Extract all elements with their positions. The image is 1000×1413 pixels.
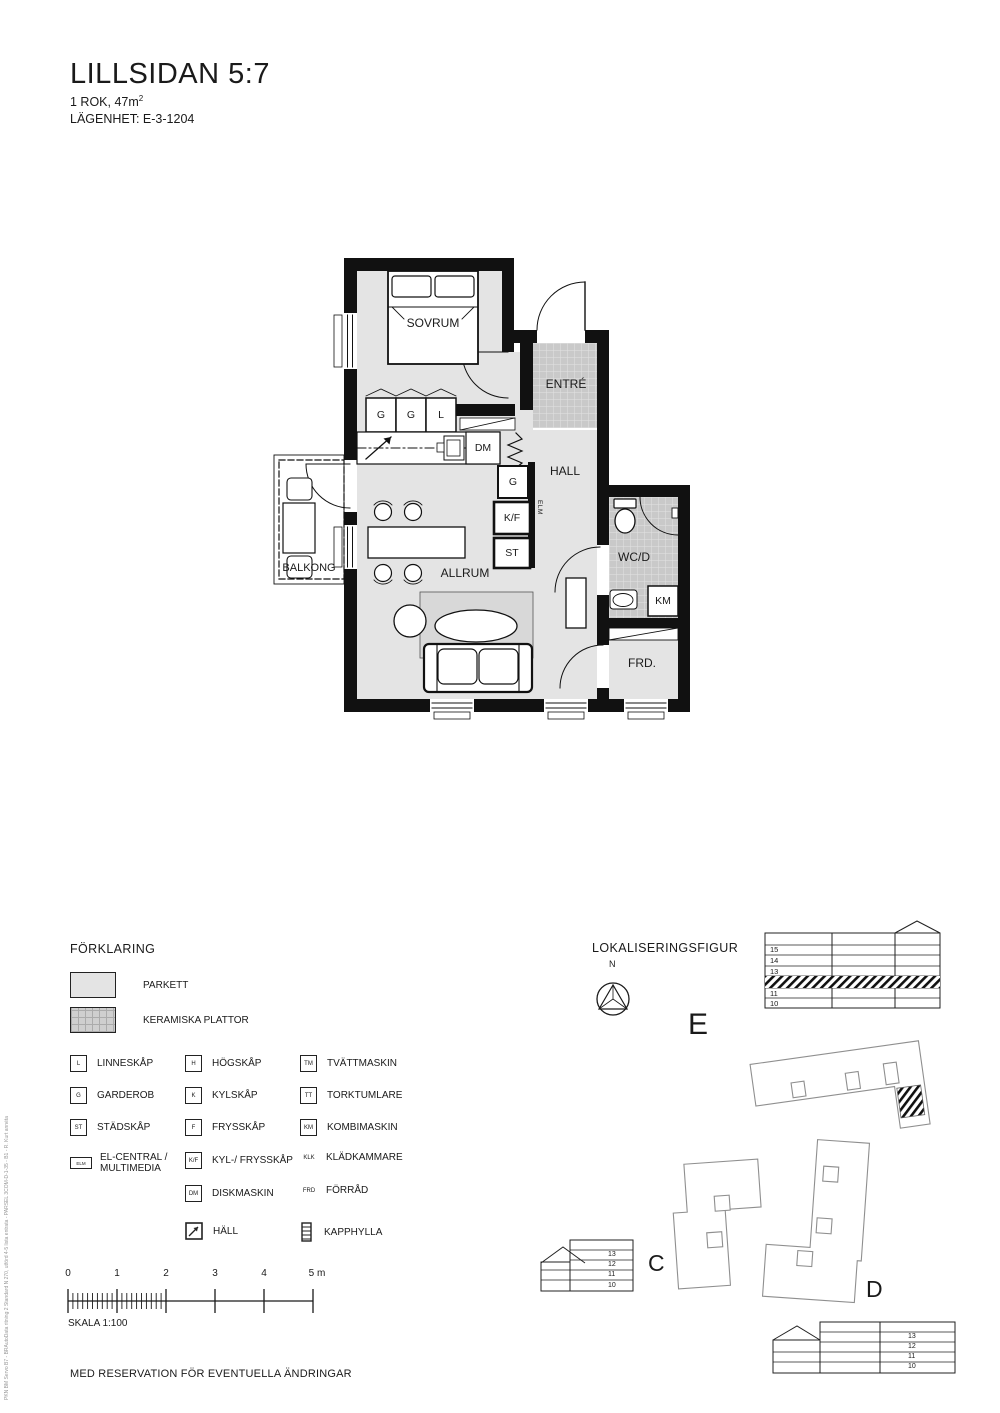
coffee-table-icon: [435, 610, 517, 642]
elev-c-floor-10: 10: [608, 1281, 616, 1289]
apartment-id: LÄGENHET: E-3-1204: [70, 112, 195, 126]
room-label-wc: WC/D: [618, 550, 650, 564]
legend-item-linneskap: [70, 1055, 153, 1072]
north-compass-icon: [597, 983, 629, 1015]
elev-e-floor-14: 14: [770, 955, 779, 965]
balcony-chair: [287, 478, 312, 500]
elev-d-floor-11: 11: [908, 1352, 916, 1360]
legend-label: DISKMASKIN: [212, 1188, 274, 1199]
legend-item-stadskap: [70, 1119, 150, 1136]
room-label-frd: FRD.: [628, 656, 656, 670]
highlighted-floor-band: [765, 976, 940, 988]
legend-item-elcentral: [70, 1152, 167, 1174]
fixture-label-kf: K/F: [503, 512, 521, 524]
open-door-leaf: [566, 578, 586, 628]
apartment-location-marker: [897, 1085, 925, 1118]
parquet-label: PARKETT: [143, 980, 189, 991]
fixture-label-elm: ELM: [536, 500, 543, 515]
fixture-label-g2: G: [406, 409, 416, 421]
scale-label: SKALA 1:100: [68, 1318, 128, 1329]
parquet-swatch: [70, 972, 116, 998]
elev-c-floor-12: 12: [608, 1261, 616, 1268]
scale-tick-3: 3: [212, 1268, 218, 1279]
room-label-hall: HALL: [549, 464, 581, 478]
legend-item-frysskap: [185, 1119, 265, 1136]
scale-tick-1: 1: [114, 1268, 120, 1279]
ceramic-tile-label: KERAMISKA PLATTOR: [143, 1015, 249, 1026]
room-label-allrum: ALLRUM: [440, 566, 490, 580]
legend-item-torktumlare: [300, 1087, 402, 1104]
floor-plan-graphic: [274, 258, 690, 719]
elev-c-floor-11: 11: [608, 1271, 616, 1278]
legend-item-tvattmaskin: [300, 1055, 397, 1072]
legend-label: GARDEROB: [97, 1090, 155, 1101]
elev-e-floor-13: 13: [770, 966, 779, 976]
elev-e-floor-15: 15: [770, 945, 779, 954]
legend-label: HÖGSKÅP: [212, 1058, 262, 1069]
armchair-icon: [394, 605, 426, 637]
linen-cabinet-icon: L: [70, 1055, 87, 1072]
scale-bar: [68, 1289, 313, 1313]
legend-label: LINNESKÅP: [97, 1058, 154, 1069]
combi-machine-icon: KM: [300, 1119, 317, 1136]
fixture-label-g3: G: [508, 476, 518, 488]
elev-d-floor-10: 10: [908, 1362, 916, 1370]
scale-tick-5: 5 m: [308, 1268, 326, 1279]
legend-label: FRYSSKÅP: [212, 1122, 266, 1133]
elev-d-floor-13: 13: [908, 1332, 916, 1340]
legend-item-garderob: [70, 1087, 154, 1104]
legend-item-kylfrys: [185, 1152, 293, 1169]
legend-label: HÄLL: [213, 1225, 239, 1237]
elev-d-floor-12: 12: [908, 1342, 916, 1350]
room-label-entre: ENTRÉ: [545, 377, 587, 391]
legend-item-hall-hob: [185, 1222, 238, 1240]
building-label-d: D: [866, 1276, 883, 1302]
legend-label-line2: MULTIMEDIA: [100, 1163, 161, 1174]
room-label-sovrum: SOVRUM: [406, 316, 460, 330]
building-label-e: E: [688, 1008, 709, 1041]
toilet-tank: [614, 499, 636, 508]
legend-label: [100, 1152, 167, 1174]
legend-label: FÖRRÅD: [326, 1185, 369, 1196]
elev-e-floor-11: 11: [770, 988, 778, 998]
legend-item-hogskap: [185, 1055, 261, 1072]
cleaning-cabinet-icon: ST: [70, 1119, 87, 1136]
legend-item-diskmaskin: [185, 1185, 274, 1202]
scale-tick-4: 4: [261, 1268, 267, 1279]
el-central-icon: ELM: [70, 1157, 92, 1169]
storage-abbr: FRD: [302, 1187, 316, 1194]
elevation-c: [541, 1240, 633, 1291]
apartment-size: [70, 94, 143, 109]
edge-print-note: PKN BM Servo B7 - BRAutoData ritning 2 Standard N 270, utförd 4-5 lista entrata - PARSEL 3COM-D-1-35 - B1 - R. Kurt annéta: [4, 1115, 10, 1400]
legend-label-line1: EL-CENTRAL /: [100, 1152, 168, 1163]
elev-c-floor-13: 13: [608, 1251, 616, 1258]
dryer-icon: TT: [300, 1087, 317, 1104]
legend-label: STÄDSKÅP: [97, 1122, 151, 1133]
dishwasher-icon: DM: [185, 1185, 202, 1202]
room-label-balkong: BALKONG: [282, 562, 336, 574]
toilet-icon: [615, 509, 635, 533]
coat-shelf-legend-icon: [300, 1222, 314, 1242]
sofa-icon: [424, 644, 532, 692]
building-label-c: C: [648, 1250, 665, 1276]
size-text: 1 ROK, 47m: [70, 95, 139, 110]
elevation-e: [765, 921, 940, 1008]
walk-in-closet-abbr: KLK: [303, 1154, 315, 1161]
legend-label: KYLSKÅP: [212, 1090, 258, 1101]
fixture-label-dm: DM: [474, 442, 492, 454]
building-d-outline: [763, 1137, 870, 1303]
scale-tick-0: 0: [65, 1268, 71, 1279]
balcony-table: [283, 503, 315, 553]
legend-label: KLÄDKAMMARE: [326, 1152, 403, 1163]
legend-item-kapphylla: [300, 1222, 382, 1242]
ceramic-tile-swatch: [70, 1007, 116, 1033]
tall-cabinet-icon: H: [185, 1055, 202, 1072]
fixture-label-g1: G: [376, 409, 386, 421]
fixture-label-km: KM: [655, 595, 671, 607]
legend-label: KOMBIMASKIN: [327, 1122, 398, 1133]
freezer-icon: F: [185, 1119, 202, 1136]
washing-machine-icon: TM: [300, 1055, 317, 1072]
building-c-outline: [670, 1159, 766, 1289]
fixture-label-l: L: [438, 409, 444, 421]
legend-item-forrad: [300, 1185, 368, 1196]
fridge-freezer-icon: K/F: [185, 1152, 202, 1169]
fixture-label-st: ST: [505, 547, 519, 559]
north-label: N: [609, 959, 616, 969]
legend-label: KAPPHYLLA: [324, 1226, 383, 1238]
disclaimer: MED RESERVATION FÖR EVENTUELLA ÄNDRINGAR: [70, 1368, 352, 1380]
fridge-icon: K: [185, 1087, 202, 1104]
legend-label: TVÄTTMASKIN: [327, 1058, 398, 1069]
hob-legend-icon: [185, 1222, 203, 1240]
legend-item-kombimaskin: [300, 1119, 398, 1136]
wardrobe-icon: G: [70, 1087, 87, 1104]
legend-item-kylskap: [185, 1087, 258, 1104]
size-sup: 2: [138, 94, 144, 103]
legend-heading: FÖRKLARING: [70, 942, 156, 956]
page-title: LILLSIDAN 5:7: [70, 58, 270, 90]
localization-heading: LOKALISERINGSFIGUR: [592, 941, 739, 955]
scale-tick-2: 2: [163, 1268, 169, 1279]
legend-label: TORKTUMLARE: [327, 1090, 403, 1101]
legend-item-kladkammare: [300, 1152, 403, 1163]
localization-graphics: [541, 921, 955, 1373]
elevation-d: [773, 1322, 955, 1373]
legend-label: KYL-/ FRYSSKÅP: [212, 1155, 293, 1166]
elev-e-floor-10: 10: [770, 998, 779, 1008]
building-e-outline: [750, 1041, 930, 1148]
